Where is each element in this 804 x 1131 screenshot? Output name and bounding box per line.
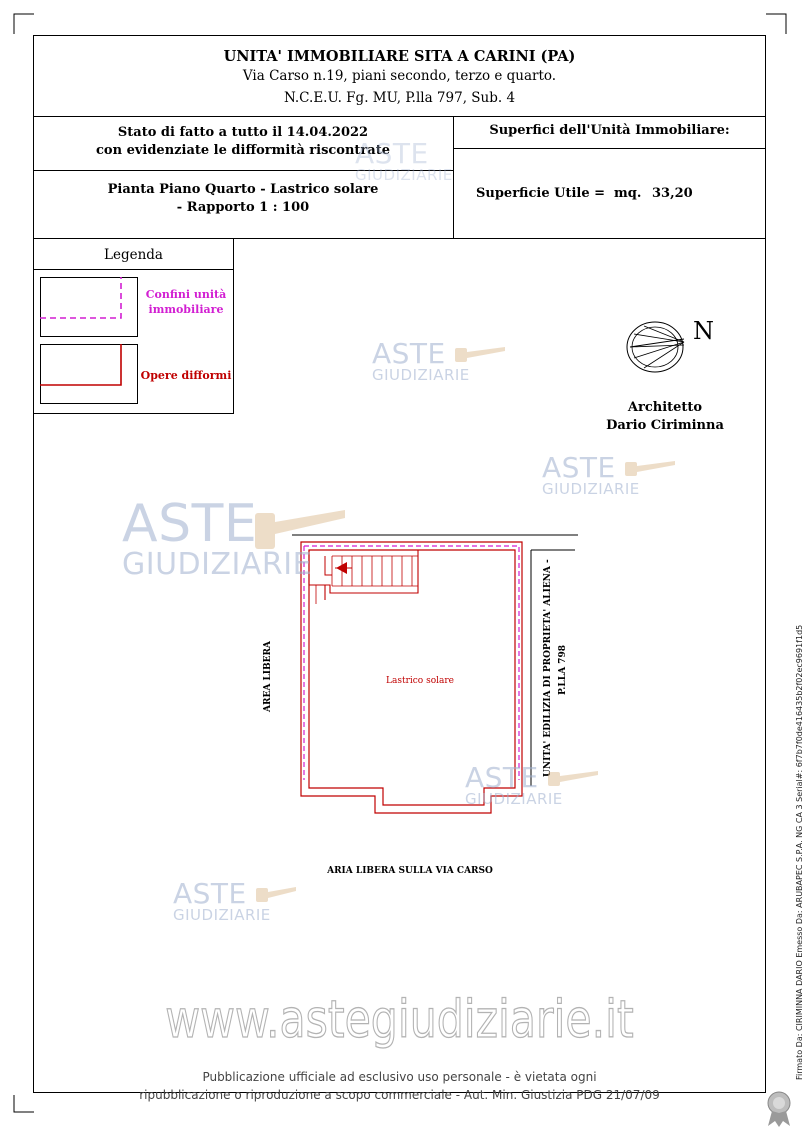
surface-useful-label: Superficie Utile = [476,186,606,201]
legend-item-nonconforming: Opere difformi [140,369,232,382]
state-line-2: con evidenziate le difformità riscontrate [96,143,390,158]
bottom-area-label: ARIA LIBERA SULLA VIA CARSO [327,866,493,876]
legend-title: Legenda [104,247,163,263]
property-address: Via Carso n.19, piani secondo, terzo e quarto. [242,68,557,84]
right-area-label-2: P.LLA 798 [558,645,568,695]
architect-title: Architetto [627,400,703,415]
surface-unit: mq. [614,186,642,201]
site-watermark: www.astegiudiziarie.it [165,990,634,1050]
plan-line-1: Pianta Piano Quarto - Lastrico solare [107,182,379,197]
surface-value: 33,20 [652,186,693,201]
aste-watermark: ASTE GIUDIZIARIE [173,877,271,924]
surfaces-heading: Superfici dell'Unità Immobiliare: [489,123,730,138]
aste-watermark: ASTE GIUDIZIARIE [355,137,453,184]
legend-item-boundary-1: Confini unità [145,288,227,301]
property-title: UNITA' IMMOBILIARE SITA A CARINI (PA) [223,48,576,65]
architect-name: Dario Ciriminna [606,418,724,433]
legend-item-boundary-2: immobiliare [148,303,224,316]
state-line-1: Stato di fatto a tutto il 14.04.2022 [117,125,369,140]
footer-line-1: Pubblicazione ufficiale ad esclusivo uso personale - è vietata ogni [202,1070,597,1084]
aste-watermark: ASTE GIUDIZIARIE [542,451,640,498]
right-area-label-1: UNITA' EDILIZIA DI PROPRIETA' ALIENA - [543,559,553,777]
aste-watermark: ASTE GIUDIZIARIE [122,494,313,582]
left-area-label: AREA LIBERA [263,641,273,712]
room-label: Lastrico solare [386,676,454,686]
plan-line-2: - Rapporto 1 : 100 [176,200,310,215]
digital-signature-note: Firmato Da: CIRIMINNA DARIO Emesso Da: ARUBAPEC S.P.A. NG CA 3 Serial#: 6f7b7f0de416435b2f02ec9691f1d5 [795,624,804,1080]
north-label: N [693,317,714,345]
footer-line-2: ripubblicazione o riproduzione a scopo commerciale - Aut. Min. Giustizia PDG 21/07/09 [139,1088,660,1102]
seal-icon [764,1090,794,1128]
cadastral-reference: N.C.E.U. Fg. MU, P.lla 797, Sub. 4 [283,90,516,106]
aste-watermark: ASTE GIUDIZIARIE [372,337,470,384]
aste-watermark: ASTE GIUDIZIARIE [465,761,563,808]
